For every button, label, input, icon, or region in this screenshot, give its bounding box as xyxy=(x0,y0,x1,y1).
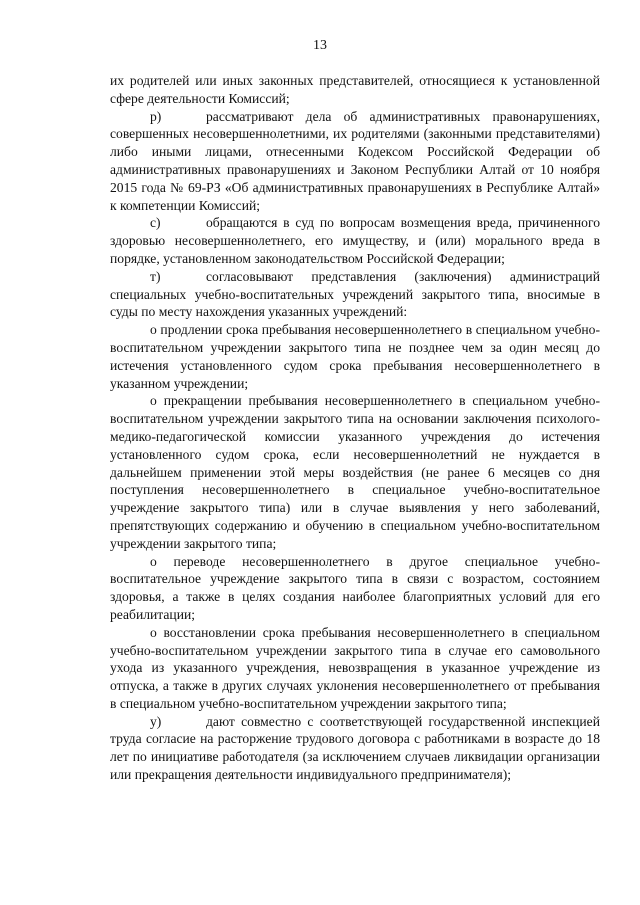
paragraph-text: обращаются в суд по вопросам возмещения вреда, причиненного здоровью несовершеннолетнего, его имуществу, и (или) морального вреда в порядке, установленном законодательством Российской Федерации; xyxy=(110,215,600,266)
paragraph-item-u xyxy=(110,713,600,784)
item-letter: т) xyxy=(150,268,161,284)
paragraph-sub-transfer xyxy=(110,553,600,624)
paragraph-continuation xyxy=(110,72,600,108)
item-letter: р) xyxy=(150,108,162,124)
paragraph-text: о переводе несовершеннолетнего в другое специальное учебно-воспитательное учреждение закрытого типа в связи с возрастом, состоянием здоровья, а также в целях создания наиболее благоприятных условий для его реабилитации; xyxy=(110,553,600,622)
item-letter: у) xyxy=(150,713,162,729)
paragraph-sub-extension xyxy=(110,321,600,392)
paragraph-sub-termination xyxy=(110,392,600,552)
paragraph-item-t xyxy=(110,268,600,321)
paragraph-text: о продлении срока пребывания несовершеннолетнего в специальном учебно-воспитательном учреждении закрытого типа не позднее чем за один месяц до истечения установленного судом срока пребывания несовершеннолетнего в указанном учреждении; xyxy=(110,322,600,391)
item-letter: с) xyxy=(150,215,161,231)
paragraph-text: рассматривают дела об административных правонарушениях, совершенных несовершеннолетними, их родителями (законными представителями) либо иными лицами, отнесенными Кодексом Российской Федерации об административных правонарушениях и Законом Республики Алтай от 10 ноября 2015 года № 69-РЗ «Об административных правонарушениях в Республике Алтай» к компетенции Комиссий; xyxy=(110,108,600,213)
paragraph-item-s xyxy=(110,214,600,267)
paragraph-sub-restoration xyxy=(110,624,600,713)
document-body xyxy=(110,72,600,784)
paragraph-text: о прекращении пребывания несовершеннолетнего в специальном учебно-воспитательном учреждении закрытого типа на основании заключения психолого-медико-педагогической комиссии указанного учреждения до истечения установленного судом срока, если несовершеннолетний не нуждается в дальнейшем применении этой меры воздействия (не ранее 6 месяцев со дня поступления несовершеннолетнего в специальное учебно-воспитательное учреждение закрытого типа) или в случае выявления у него заболеваний, препятствующих содержанию и обучению в специальном учебно-воспитательном учреждении закрытого типа; xyxy=(110,393,600,551)
paragraph-item-r xyxy=(110,108,600,215)
paragraph-text: согласовывают представления (заключения) администраций специальных учебно-воспитательных учреждений закрытого типа, вносимые в суды по месту нахождения указанных учреждений: xyxy=(110,268,600,320)
paragraph-text: их родителей или иных законных представителей, относящиеся к установленной сфере деятельности Комиссий; xyxy=(110,73,600,106)
page-number: 13 xyxy=(313,38,327,53)
paragraph-text: дают совместно с соответствующей государственной инспекцией труда согласие на расторжение трудового договора с работниками в возрасте до 18 лет по инициативе работодателя (за исключением случаев ликвидации организации или прекращения деятельности индивидуального предпринимателя); xyxy=(110,713,600,783)
paragraph-text: о восстановлении срока пребывания несовершеннолетнего в специальном учебно-воспитательном учреждении закрытого типа в случае его самовольного ухода из указанного учреждения, невозвращения в указанное учреждение из отпуска, а также в других случаях уклонения несовершеннолетнего от пребывания в специальном учебно-воспитательном учреждении закрытого типа; xyxy=(110,624,600,711)
